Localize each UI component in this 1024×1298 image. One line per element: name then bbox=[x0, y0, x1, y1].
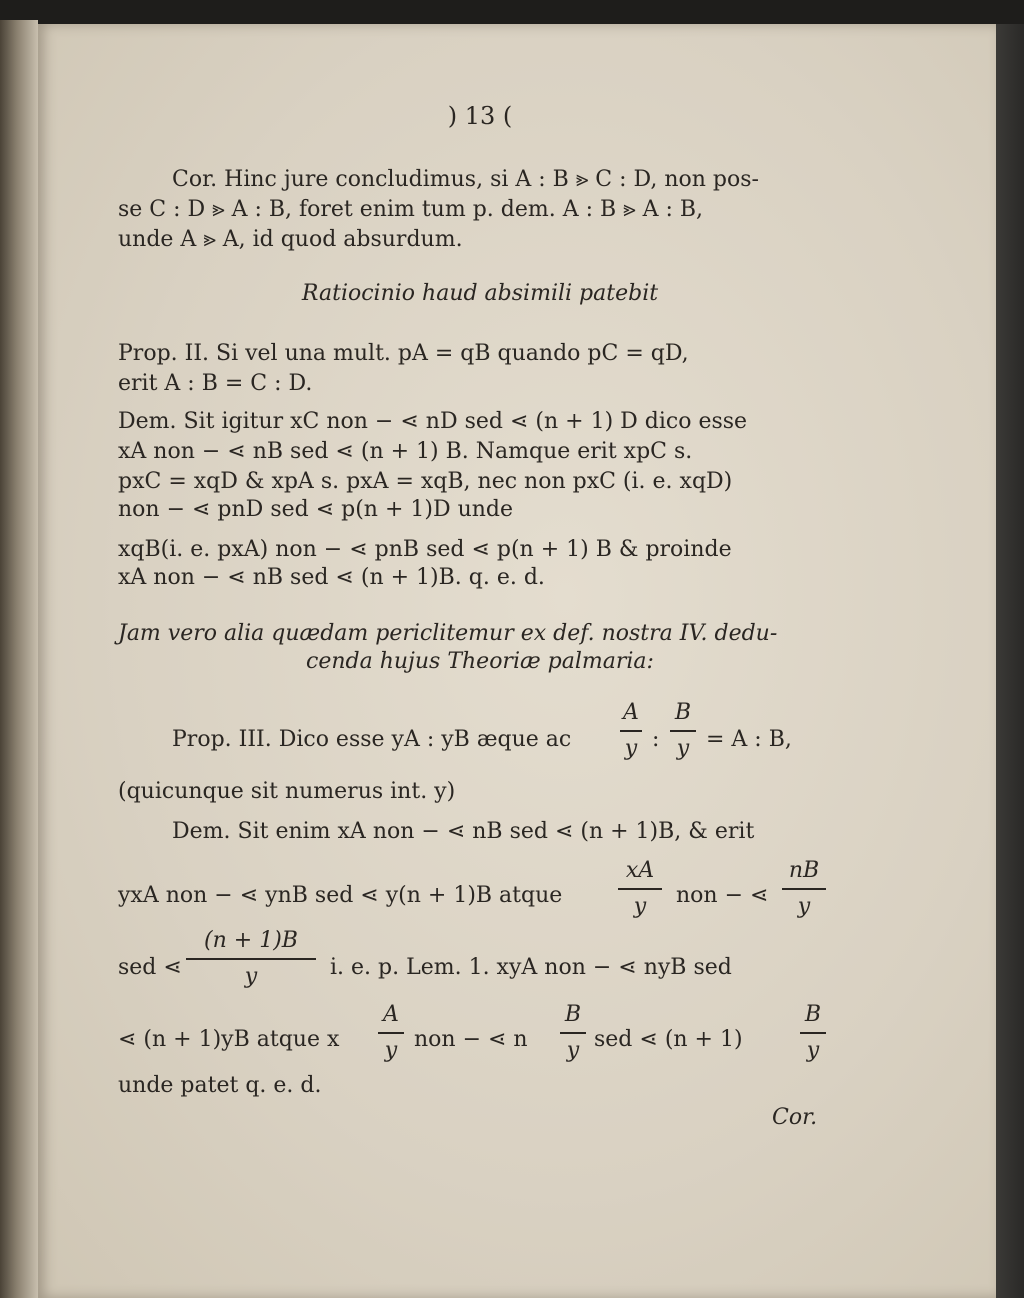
dem3-line-4a: ⋖ (n + 1)yB atque x bbox=[118, 1027, 340, 1052]
fraction-bar bbox=[186, 958, 316, 960]
cor-line-3: unde A ⪢ A, id quod absurdum. bbox=[118, 227, 463, 252]
dem3-fraction-nB-den: y bbox=[797, 893, 811, 919]
dem3-fraction-xA-num: xA bbox=[625, 858, 655, 883]
fraction-bar bbox=[782, 888, 826, 890]
dem2-line-5: xqB(i. e. pxA) non − ⋖ pnB sed ⋖ p(n + 1) B & proinde bbox=[118, 537, 732, 562]
dem3-fraction-A-num: A bbox=[383, 1002, 399, 1027]
prop3-colon: : bbox=[652, 727, 660, 752]
jam-line-1: Jam vero alia quædam periclitemur ex def. nostra IV. dedu- bbox=[118, 621, 778, 646]
fraction-bar bbox=[560, 1032, 586, 1034]
cor-line-1: Cor. Hinc jure concludimus, si A : B ⪢ C : D, non pos- bbox=[172, 167, 759, 192]
ratiocinio-heading: Ratiocinio haud absimili patebit bbox=[301, 281, 659, 306]
prop2-line-1: Prop. II. Si vel una mult. pA = qB quando pC = qD, bbox=[118, 341, 689, 366]
catchword: Cor. bbox=[772, 1105, 818, 1130]
prop2-line-2: erit A : B = C : D. bbox=[118, 371, 313, 396]
prop3-fraction-b bbox=[670, 700, 696, 762]
fraction-bar bbox=[618, 888, 662, 890]
dem2-line-4: non − ⋖ pnD sed ⋖ p(n + 1)D unde bbox=[118, 497, 514, 522]
dem2-line-6: xA non − ⋖ nB sed ⋖ (n + 1)B. q. e. d. bbox=[118, 565, 545, 590]
fraction-bar bbox=[800, 1032, 826, 1034]
dem3-fraction-n1B-den: y bbox=[244, 963, 258, 989]
dem3-fraction-nB-num: nB bbox=[788, 858, 820, 883]
prop3-text: Prop. III. Dico esse yA : yB æque ac bbox=[172, 727, 572, 752]
prop3-tail: = A : B, bbox=[706, 727, 792, 752]
prop3-fraction-b-den: y bbox=[676, 735, 690, 761]
dem2-line-1: Dem. Sit igitur xC non − ⋖ nD sed ⋖ (n + 1) D dico esse bbox=[118, 409, 748, 434]
dem3-fraction-A bbox=[378, 1002, 404, 1064]
dem3-fraction-A-den: y bbox=[384, 1037, 398, 1063]
dem3-line-2a: yxA non − ⋖ ynB sed ⋖ y(n + 1)B atque bbox=[118, 883, 563, 908]
prop3-fraction-a-den: y bbox=[624, 735, 638, 761]
jam-line-2: cenda hujus Theoriæ palmaria: bbox=[306, 649, 654, 674]
page-number: ) 13 ( bbox=[447, 102, 513, 130]
dem3-line-5: unde patet q. e. d. bbox=[118, 1073, 322, 1098]
cor-line-2: se C : D ⪢ A : B, foret enim tum p. dem. A : B ⪢ A : B, bbox=[118, 197, 704, 222]
prop3-fraction-a bbox=[620, 700, 642, 762]
dem3-line-2b: non − ⋖ bbox=[676, 883, 769, 908]
dem3-fraction-n1B-num: (n + 1)B bbox=[204, 928, 298, 953]
dem3-line-3a: sed ⋖ bbox=[118, 955, 182, 980]
scan-border-top bbox=[0, 0, 1024, 26]
dem3-fraction-B-num: B bbox=[564, 1002, 582, 1027]
dem3-fraction-xA-den: y bbox=[633, 893, 647, 919]
dem2-line-3: pxC = xqD & xpA s. pxA = xqB, nec non pxC (i. e. xqD) bbox=[118, 469, 733, 494]
dem3-fraction-n1B bbox=[186, 928, 316, 990]
dem3-line-3b: i. e. p. Lem. 1. xyA non − ⋖ nyB sed bbox=[330, 955, 732, 980]
dem2-line-2: xA non − ⋖ nB sed ⋖ (n + 1) B. Namque erit xpC s. bbox=[118, 439, 693, 464]
dem3-fraction-xA bbox=[618, 858, 662, 920]
scan-border-right bbox=[996, 24, 1024, 1298]
dem3-fraction-B2 bbox=[800, 1002, 826, 1064]
book-spine bbox=[0, 20, 38, 1298]
dem3-fraction-B-den: y bbox=[566, 1037, 580, 1063]
prop3-fraction-b-num: B bbox=[674, 700, 692, 725]
dem3-line-1: Dem. Sit enim xA non − ⋖ nB sed ⋖ (n + 1)B, & erit bbox=[172, 819, 755, 844]
prop3-note: (quicunque sit numerus int. y) bbox=[118, 779, 456, 804]
dem3-fraction-B2-den: y bbox=[806, 1037, 820, 1063]
prop3-fraction-a-num: A bbox=[623, 700, 639, 725]
dem3-fraction-B2-num: B bbox=[804, 1002, 822, 1027]
fraction-bar bbox=[378, 1032, 404, 1034]
fraction-bar bbox=[670, 730, 696, 732]
dem3-fraction-nB bbox=[782, 858, 826, 920]
dem3-line-4b: non − ⋖ n bbox=[414, 1027, 528, 1052]
fraction-bar bbox=[620, 730, 642, 732]
dem3-fraction-B bbox=[560, 1002, 586, 1064]
dem3-line-4c: sed ⋖ (n + 1) bbox=[594, 1027, 743, 1052]
